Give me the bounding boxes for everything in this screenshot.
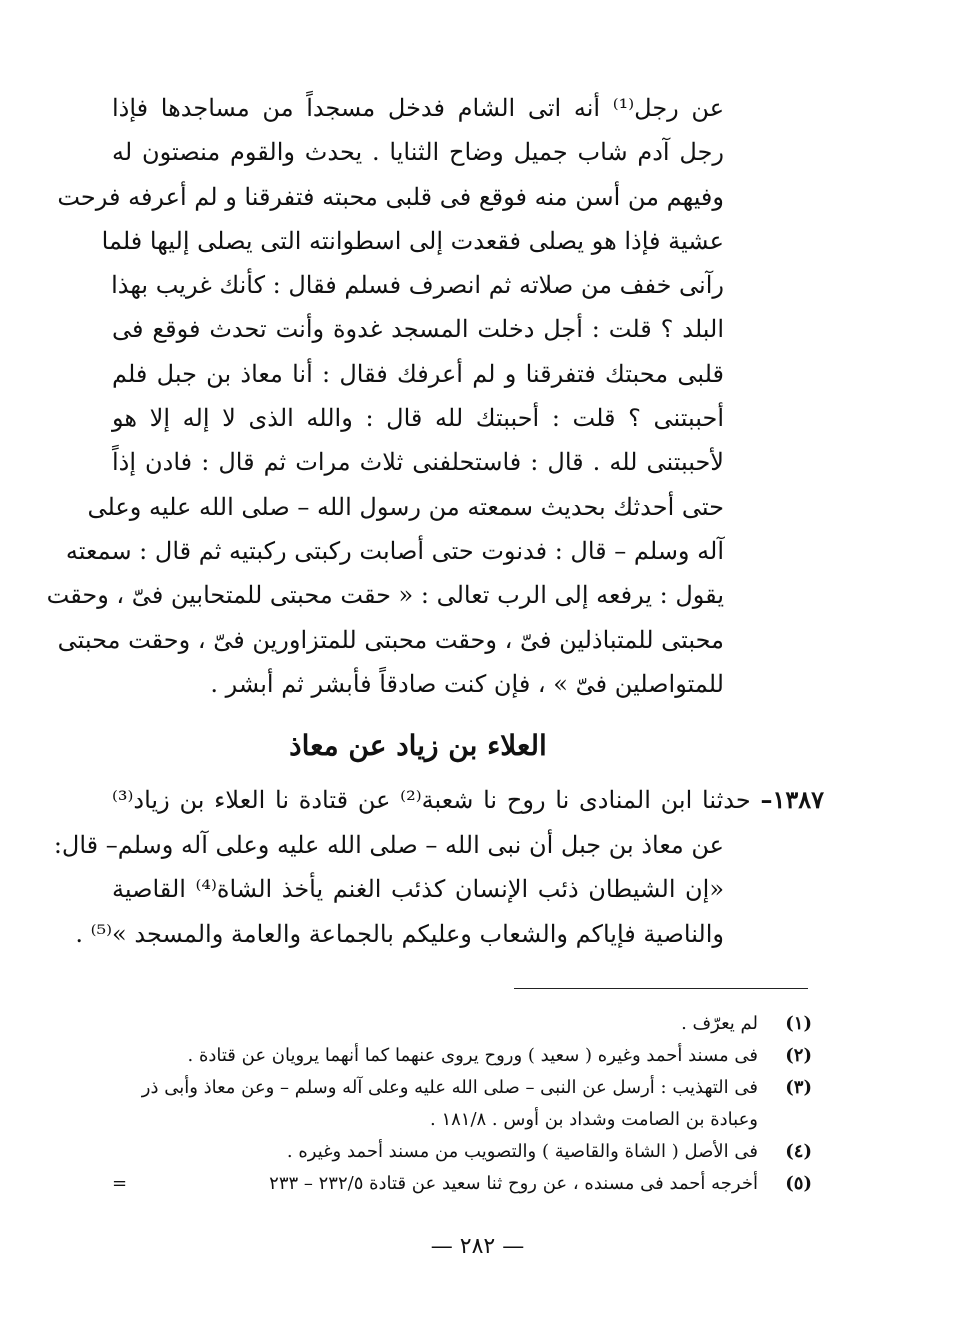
footnote-text: لم يعرّف . xyxy=(681,1013,758,1034)
text-line: رجل آدم شاب جميل وضاح الثنايا . يحدث والقوم منصتون له xyxy=(112,138,724,167)
footnote xyxy=(112,1136,812,1168)
footnote-text: فى التهذيب : أرسل عن النبى – صلى الله عليه وعلى آله وسلم – وعن معاذ وأبى ذر xyxy=(141,1077,758,1098)
hadith-entry xyxy=(53,778,824,956)
text-line: محبتى للمتباذلين فىّ ، وحقت محبتى للمتزاورين فىّ ، وحقت محبتى xyxy=(57,625,724,654)
footnote-text: أخرجه أحمد فى مسنده ، عن روح ثنا سعيد عن قتادة ٢٣٢/٥ – ٢٣٣ xyxy=(269,1173,758,1194)
footnote xyxy=(112,1072,812,1136)
text-line: البلد ؟ قلت : أجل دخلت المسجد غدوة وأنت تحدث فوقع فى xyxy=(112,315,724,344)
text-line: عشية فإذا هو يصلى فقعدت إلى اسطوانته التى يصلى إليها فلما xyxy=(101,226,724,255)
footnote-text: فى مسند أحمد وغيره ( سعيد ) وروح يروى عنهما كما أنهما يرويان عن قتادة . xyxy=(187,1045,758,1066)
footnote-divider xyxy=(514,988,808,989)
text-line: للمتواصلين فىّ » ، فإن كنت صادقاً فأبشر ثم أبشر . xyxy=(210,669,724,698)
body-text xyxy=(46,86,725,706)
page-number: — ٢٨٢ — xyxy=(430,1234,525,1259)
text-line: لأحببتنى لله . قال : فاستحلفنى ثلاث مرات ثم قال : فادن إذاً xyxy=(112,448,724,477)
footnote-number: (٣) xyxy=(785,1077,812,1098)
footnote xyxy=(112,1008,812,1040)
footnote-text-continued: وعبادة بن الصامت وشداد بن أوس . ١٨١/٨ . xyxy=(430,1109,758,1130)
footnote-number: (١) xyxy=(785,1013,812,1034)
hadith-line: عن معاذ بن جبل أن نبى الله – صلى الله عليه وعلى آله وسلم– قال: xyxy=(53,830,724,859)
footnote xyxy=(112,1168,812,1200)
footnote-text-block xyxy=(112,1072,758,1136)
text-line: آله وسلم – قال : فدنوت حتى أصابت ركبتى ركبتيه ثم قال : سمعته xyxy=(65,536,724,565)
text-line: قلبى محبتك فتفرقنا و لم أعرفك فقال : أنا معاذ بن جبل فلم xyxy=(112,359,724,388)
footnote xyxy=(112,1040,812,1072)
footnote-number: (٤) xyxy=(785,1141,812,1162)
hadith-line: «إن الشيطان ذئب الإنسان كذئب الغنم يأخذ الشاة⁽⁴⁾ القاصية xyxy=(112,875,725,903)
continuation-mark: = xyxy=(112,1173,128,1194)
hadith-number: ١٣٨٧– xyxy=(760,785,824,814)
footnote-number: (٢) xyxy=(785,1045,812,1066)
footnote-text-row xyxy=(112,1168,758,1200)
text-line: أحببتنى ؟ قلت : أحببتك لله قال : والله الذى لا إله إلا هو xyxy=(112,404,724,433)
section-title: العلاء بن زياد عن معاذ xyxy=(289,729,547,762)
hadith-first-line xyxy=(112,778,824,823)
text-line: رآنى خفف من صلاته ثم انصرف فسلم فقال : كأنك غريب بهذا xyxy=(111,271,724,300)
text-line: حتى أحدثك بحديث سمعته من رسول الله – صلى الله عليه وعلى xyxy=(87,492,724,521)
footnote-text: فى الأصل ( الشاة والقاصية ) والتصويب من مسند أحمد وغيره . xyxy=(286,1141,758,1162)
text-line: وفيهم من أسن منه فوقع فى قلبى محبته فتفرقنا و لم أعرفه فرحت xyxy=(57,182,724,211)
footnote-number: (٥) xyxy=(785,1173,812,1194)
footnotes xyxy=(112,1008,812,1200)
text-line: عن رجل⁽¹⁾ أنه اتى الشام فدخل مسجداً من مساجدها فإذا xyxy=(112,94,725,122)
hadith-line: والناصية فإياكم والشعاب وعليكم بالجماعة والعامة والمسجد »⁽⁵⁾ . xyxy=(75,919,724,948)
hadith-text: حدثنا ابن المنادى نا روح نا شعبة⁽²⁾ عن قتادة نا العلاء بن زياد⁽³⁾ xyxy=(112,786,751,814)
text-line: يقول : يرفعه إلى الرب تعالى : « حقت محبتى للمتحابين فىّ ، وحقت xyxy=(46,581,724,610)
